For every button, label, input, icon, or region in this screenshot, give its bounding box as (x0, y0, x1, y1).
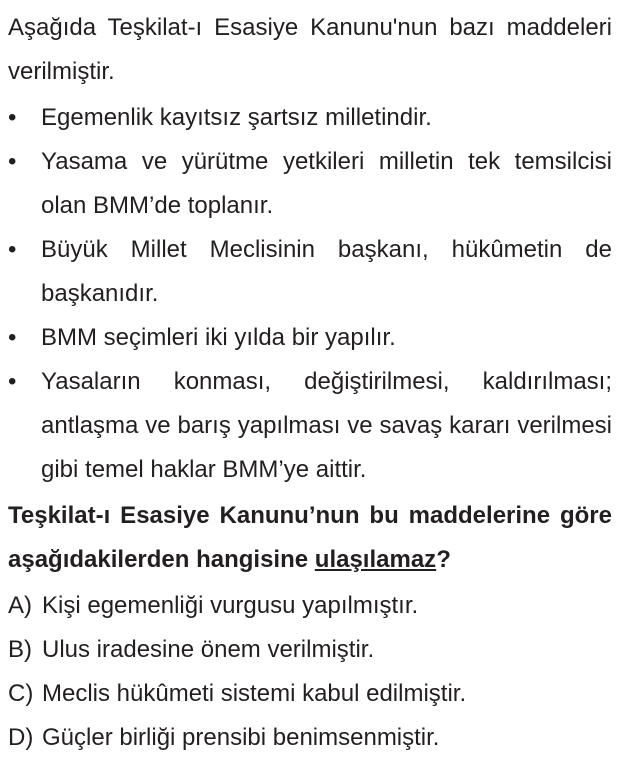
question-stem (8, 494, 612, 582)
option-letter: D) (8, 724, 34, 751)
question-block (8, 6, 612, 760)
option-text: Kişi egemenliği vurgusu yapılmıştır. (42, 592, 419, 619)
bullet-icon: • (8, 236, 17, 263)
option-text: Güçler birliği prensibi benimsenmiştir. (42, 724, 440, 751)
option-letter: C) (8, 680, 34, 707)
article-item (8, 316, 612, 360)
question-stem-main: Teşkilat-ı Esasiye Kanunu’nun bu maddelerine göre aşağıdakilerden hangisine (8, 502, 612, 573)
article-item (8, 360, 612, 492)
option-letter: A) (8, 592, 32, 619)
bullet-icon: • (8, 148, 17, 175)
article-item (8, 140, 612, 228)
article-text: Yasaların konması, değiştirilmesi, kaldırılması; antlaşma ve barış yapılması ve savaş kararı verilmesi gibi temel haklar BMM’ye aittir. (41, 368, 612, 483)
question-mark: ? (436, 546, 451, 573)
option-text: Ulus iradesine önem verilmiştir. (42, 636, 375, 663)
option-text: Meclis hükûmeti sistemi kabul edilmiştir. (42, 680, 467, 707)
article-text: Büyük Millet Meclisinin başkanı, hükûmetin de başkanıdır. (41, 236, 612, 307)
article-text: Egemenlik kayıtsız şartsız milletindir. (41, 104, 432, 131)
option-b[interactable] (8, 628, 612, 672)
answer-options (8, 584, 612, 760)
option-a[interactable] (8, 584, 612, 628)
article-list (8, 96, 612, 492)
bullet-icon: • (8, 368, 17, 395)
option-letter: B) (8, 636, 32, 663)
article-item (8, 96, 612, 140)
negative-keyword: ulaşılamaz (314, 546, 437, 573)
article-text: BMM seçimleri iki yılda bir yapılır. (41, 324, 396, 351)
question-intro: Aşağıda Teşkilat-ı Esasiye Kanunu'nun bazı maddeleri verilmiştir. (8, 14, 612, 85)
article-item (8, 228, 612, 316)
option-c[interactable] (8, 672, 612, 716)
article-text: Yasama ve yürütme yetkileri milletin tek temsilcisi olan BMM’de toplanır. (41, 148, 612, 219)
bullet-icon: • (8, 104, 17, 131)
bullet-icon: • (8, 324, 17, 351)
option-d[interactable] (8, 716, 612, 760)
